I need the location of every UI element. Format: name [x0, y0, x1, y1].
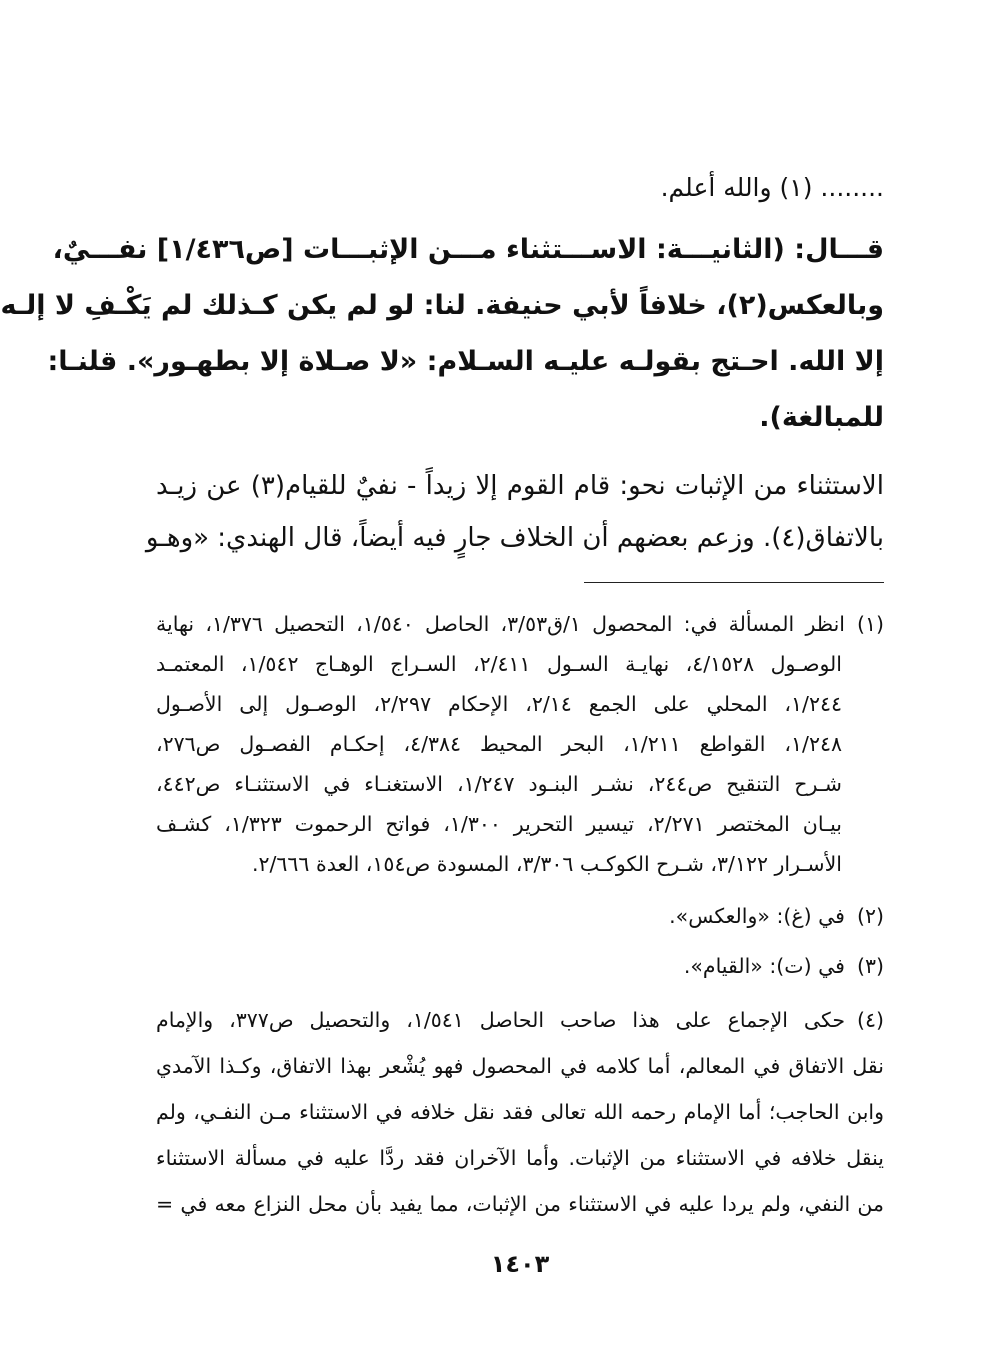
footnote-1-line-2: الوصـول ٤/١٥٢٨، نهايـة السـول ٢/٤١١، السـراج الوهـاج ١/٥٤٢، المعتمـد: [156, 652, 843, 676]
opening-line: ........ (١) والله أعلم.: [660, 173, 884, 202]
footnote-1-line-6: بيـان المختصر ٢/٢٧١، تيسير التحرير ١/٣٠٠، فواتح الرحموت ١/٣٢٣، كشـف: [156, 812, 842, 836]
footnote-4-line-4: ينقل خلافه في الاستثناء من الإثبات. وأما الآخران فقد ردَّا عليه في مسألة الاستثناء: [156, 1146, 884, 1170]
footnote-3: (٣)في (ت): «القيام».: [683, 954, 884, 978]
page-number: ١٤٠٣: [490, 1250, 550, 1278]
matn-line-2: وبالعكس(٢)، خلافاً لأبي حنيفة. لنا: لو لم يكن كـذلك لم يَكْـفِ لا إلـه: [0, 290, 884, 321]
footnote-1-line-4: ١/٢٤٨، القواطع ١/٢١١، البحر المحيط ٤/٣٨٤، إحكـام الفصـول ص٢٧٦،: [156, 732, 842, 756]
matn-line-4: للمبالغة).: [759, 402, 884, 433]
body-line-1: الاستثناء من الإثبات نحو: قام القوم إلا زيداً - نفيٌ للقيام(٣) عن زيـد: [156, 471, 884, 501]
footnote-3-number: (٣): [856, 954, 884, 978]
footnote-1-number: (١): [856, 612, 884, 636]
footnote-4-line-2: نقل الاتفاق في المعالم، أما كلامه في المحصول فهو يُشْعر بهذا الاتفاق، وكـذا الآمدي: [156, 1054, 884, 1078]
footnote-1-line-3: ١/٢٤٤، المحلي على الجمع ٢/١٤، الإحكام ٢/٢٩٧، الوصـول إلى الأصـول: [156, 692, 842, 716]
footnote-1-line-7: الأسـرار ٣/١٢٢، شـرح الكوكـب ٣/٣٠٦، المسودة ص١٥٤، العدة ٢/٦٦٦.: [251, 852, 842, 876]
footnote-4-number: (٤): [857, 1008, 885, 1032]
footnote-1-line-1: (١)انظر المسألة في: المحصول ١/ق٣/٥٣، الحاصل ١/٥٤٠، التحصيل ١/٣٧٦، نهاية: [156, 612, 884, 636]
footnote-2: (٢)في (غ): «والعكس».: [669, 904, 884, 928]
footnote-4-line-1: (٤)حكى الإجماع على هذا صاحب الحاصل ١/٥٤١، والتحصيل ص٣٧٧، والإمام: [156, 1008, 885, 1032]
matn-line-1: قـــال: (الثانيـــة: الاســـتثناء مـــن الإثبـــات [ص١/٤٣٦] نفـــيٌ،: [52, 234, 884, 265]
footnote-4-line-5: من النفي، ولم يردا عليه في الاستثناء من الإثبات، مما يفيد بأن محل النزاع معه في =: [156, 1192, 884, 1216]
matn-line-3: إلا الله. احـتج بقولـه عليـه السـلام: «لا صـلاة إلا بطهـور». قلنـا:: [47, 346, 884, 377]
footnote-1-line-5: شـرح التنقيح ص٢٤٤، نشـر البنـود ١/٢٤٧، الاستغنـاء في الاستثنـاء ص٤٤٢،: [156, 772, 842, 796]
footnote-separator: [584, 582, 884, 583]
footnote-2-number: (٢): [856, 904, 884, 928]
body-line-2: بالاتفاق(٤). وزعم بعضهم أن الخلاف جارٍ فيه أيضاً، قال الهندي: «وهـو: [145, 523, 884, 553]
footnote-4-line-3: وابن الحاجب؛ أما الإمام رحمه الله تعالى فقد نقل خلافه في الاستثناء مـن النفـي، ولم: [156, 1100, 884, 1124]
